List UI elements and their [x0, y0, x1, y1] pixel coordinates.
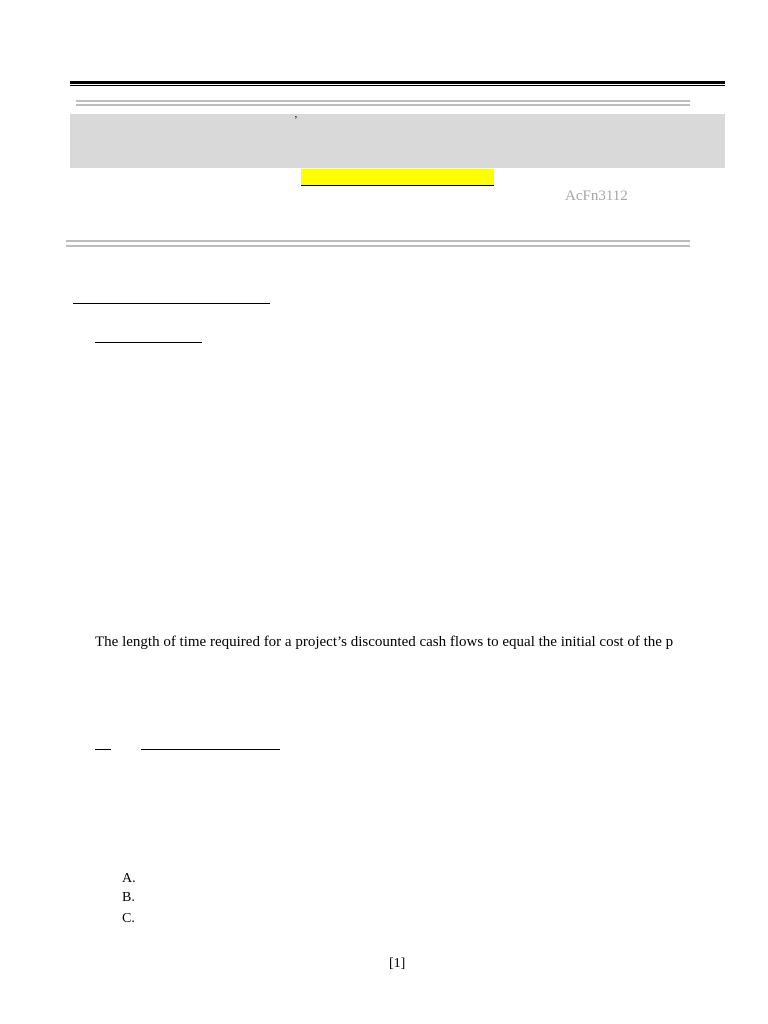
definition-text: The length of time required for a project’s discounted cash flows to equal the initial cost of the p — [95, 634, 674, 650]
header-rule-thin — [70, 85, 725, 86]
double-rule-bottom — [66, 240, 690, 247]
option-b: B. — [122, 890, 135, 905]
page-number: [1] — [389, 956, 406, 971]
title-band — [70, 114, 725, 168]
tick-mark: ’ — [294, 114, 298, 126]
course-code: AcFn3112 — [565, 188, 628, 204]
section-heading-underline — [73, 303, 270, 304]
highlighted-field — [301, 169, 494, 186]
option-a: A. — [122, 871, 136, 886]
option-c: C. — [122, 911, 135, 926]
question-title-underline — [141, 749, 280, 750]
header-rule-thick — [70, 81, 725, 84]
subheading-underline — [95, 342, 202, 343]
question-number-blank — [95, 749, 111, 750]
double-rule-top — [76, 100, 690, 106]
